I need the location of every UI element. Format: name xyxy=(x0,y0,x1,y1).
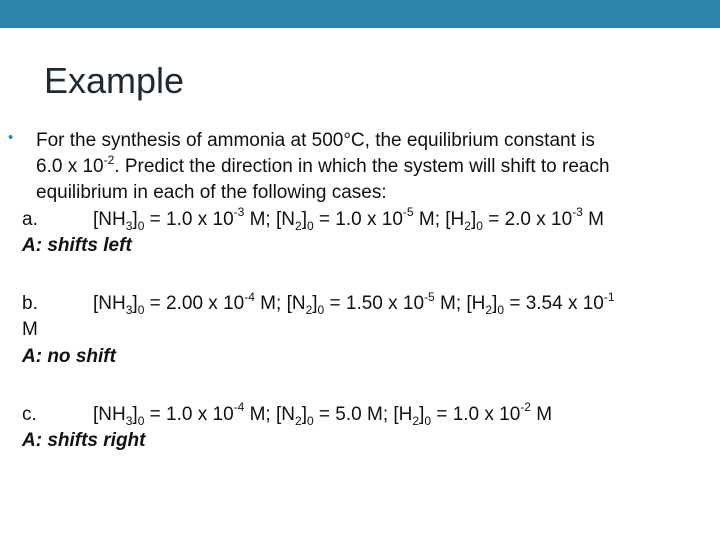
case-c-concentrations: c. $[NH_3]_0 = 1.0$ x $10^{-4}$ M; $[N_2]_0 = 5.0$ M; $[H_2]_0 = 1.0$ x $10^{-2}$ M xyxy=(22,400,553,428)
top-accent-bar xyxy=(0,0,720,28)
problem-line-2: 6.0 x $10^{-2}$. Predict the direction in which the system will shift to reach xyxy=(36,152,610,178)
case-c-answer: A: shifts right xyxy=(22,429,146,451)
case-b-concentrations: b. $[NH_3]_0 = 2.00$ x $10^{-4}$ M; $[N_2]_0 = 1.50$ x $10^{-5}$ M; $[H_2]_0 = 3.54$ x $10^{-1}$ xyxy=(22,289,615,317)
problem-statement xyxy=(8,128,712,154)
case-a-concentrations: a. $[NH_3]_0 = 1.0$ x $10^{-3}$ M; $[N_2]_0 = 1.0$ x $10^{-5}$ M; $[H_2]_0 = 2.0$ x $10^{-3}$ M xyxy=(22,205,604,233)
problem-line-1: For the synthesis of ammonia at 500°C, the equilibrium constant is xyxy=(36,130,595,151)
slide-body xyxy=(8,128,712,454)
bullet-dot-icon: • xyxy=(8,129,14,146)
slide-title: Example xyxy=(44,60,185,101)
case-a-answer: A: shifts left xyxy=(22,234,132,256)
problem-line-3: equilibrium in each of the following cases: xyxy=(36,182,387,204)
case-b-unit-wrap: M xyxy=(22,319,38,341)
case-b-answer: A: no shift xyxy=(22,345,116,367)
